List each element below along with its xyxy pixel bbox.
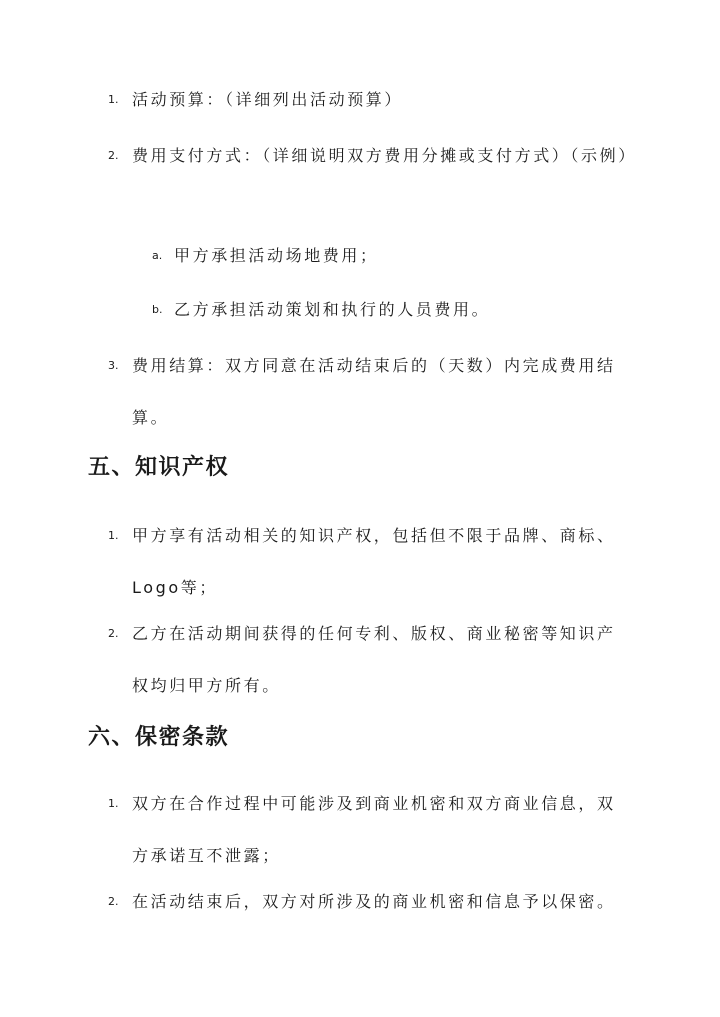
section-heading-ip: 五、知识产权 — [88, 454, 230, 480]
list-text: 乙方在活动期间获得的任何专利、版权、商业秘密等知识产权均归甲方所有。 — [132, 624, 616, 695]
list-text: 甲方享有活动相关的知识产权，包括但不限于品牌、商标、Logo等； — [132, 526, 616, 597]
list-number: 1. — [108, 797, 119, 810]
list-number: 1. — [108, 529, 119, 542]
list-number: 1. — [108, 93, 119, 106]
list-text: 费用结算：双方同意在活动结束后的（天数）内完成费用结算。 — [132, 356, 616, 427]
list-text: 费用支付方式：（详细说明双方费用分摊或支付方式）（示例） — [132, 146, 637, 165]
list-text: 双方在合作过程中可能涉及到商业机密和双方商业信息，双方承诺互不泄露； — [132, 794, 616, 865]
payment-subitem-b — [152, 284, 490, 336]
list-number: 2. — [108, 895, 119, 908]
payment-method-item — [108, 130, 648, 182]
list-number: 3. — [108, 359, 119, 372]
list-text: 乙方承担活动策划和执行的人员费用。 — [174, 300, 491, 319]
list-letter: a. — [152, 249, 163, 262]
ip-item-2 — [108, 608, 648, 712]
list-text: 甲方承担活动场地费用； — [174, 246, 379, 265]
ip-item-1 — [108, 510, 648, 614]
list-letter: b. — [152, 303, 163, 316]
budget-item — [108, 74, 648, 126]
list-number: 2. — [108, 627, 119, 640]
confidentiality-item-2 — [108, 876, 648, 928]
list-number: 2. — [108, 149, 119, 162]
list-text: 活动预算：（详细列出活动预算） — [132, 90, 404, 109]
list-text: 在活动结束后，双方对所涉及的商业机密和信息予以保密。 — [132, 892, 616, 911]
payment-subitem-a — [152, 230, 379, 282]
confidentiality-item-1 — [108, 778, 648, 882]
section-heading-confidentiality: 六、保密条款 — [88, 724, 230, 750]
settlement-item — [108, 340, 648, 444]
